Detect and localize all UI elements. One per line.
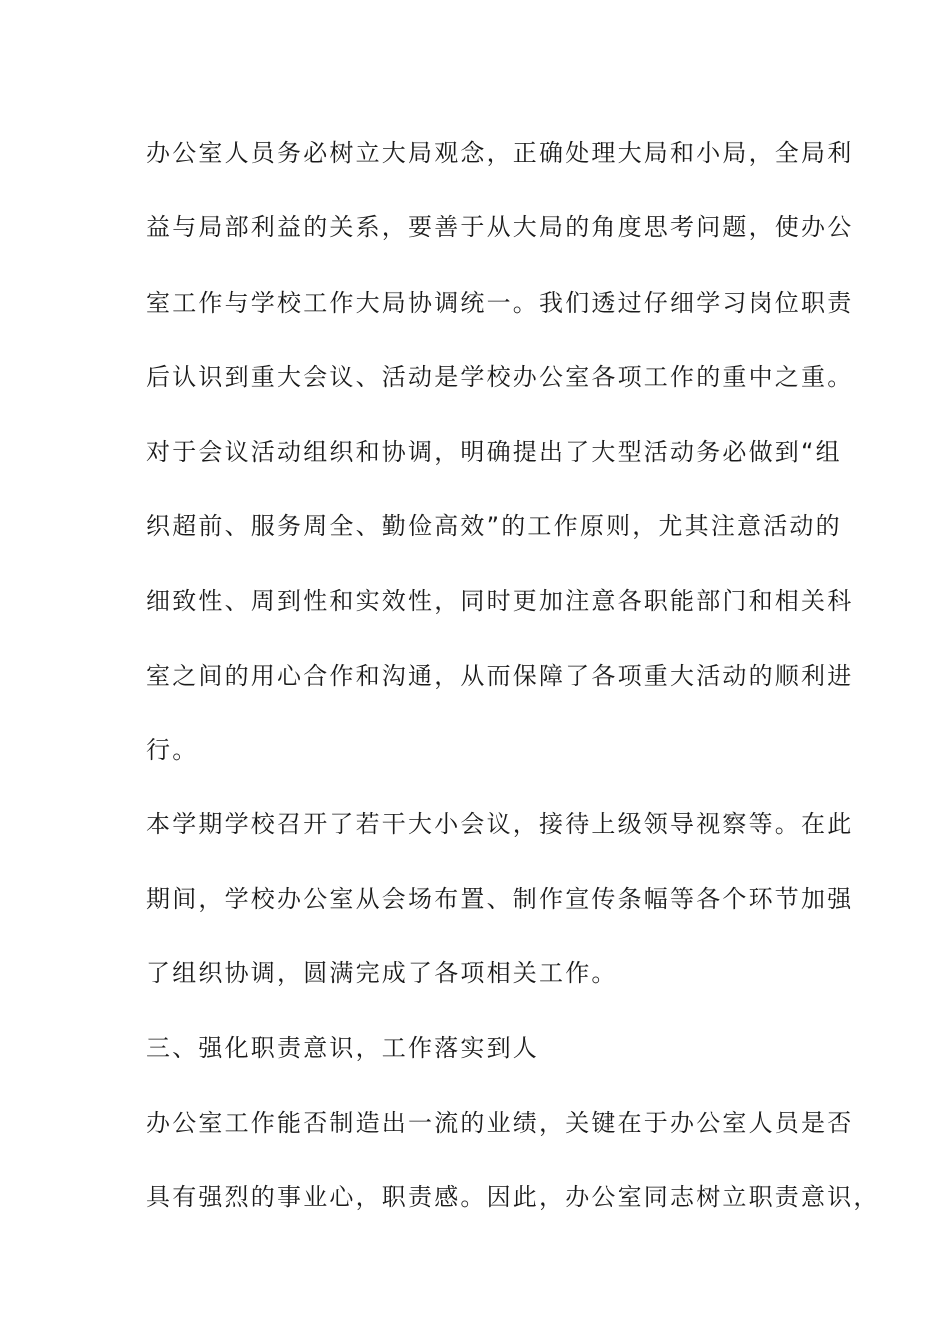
paragraph-line: 室工作与学校工作大局协调统一。我们透过仔细学习岗位职责: [146, 289, 854, 317]
paragraph-line: 办公室工作能否制造出一流的业绩，关键在于办公室人员是否: [146, 1109, 854, 1137]
paragraph-line: 具有强烈的事业心，职责感。因此，办公室同志树立职责意识，: [146, 1183, 880, 1211]
paragraph-line: 织超前、服务周全、勤俭高效”的工作原则，尤其注意活动的: [146, 512, 842, 540]
paragraph-line: 后认识到重大会议、活动是学校办公室各项工作的重中之重。: [146, 363, 854, 391]
paragraph-line: 了组织协调，圆满完成了各项相关工作。: [146, 959, 618, 987]
paragraph-line: 办公室人员务必树立大局观念，正确处理大局和小局，全局利: [146, 139, 854, 167]
paragraph-line: 室之间的用心合作和沟通，从而保障了各项重大活动的顺利进: [146, 662, 854, 690]
paragraph-line: 行。: [146, 736, 199, 764]
paragraph-line: 细致性、周到性和实效性，同时更加注意各职能部门和相关科: [146, 587, 854, 615]
paragraph-line: 本学期学校召开了若干大小会议，接待上级领导视察等。在此: [146, 810, 854, 838]
paragraph-line: 对于会议活动组织和协调，明确提出了大型活动务必做到“组: [146, 438, 842, 466]
paragraph-line: 益与局部利益的关系，要善于从大局的角度思考问题，使办公: [146, 213, 854, 241]
paragraph-line: 期间，学校办公室从会场布置、制作宣传条幅等各个环节加强: [146, 885, 854, 913]
section-heading: 三、强化职责意识，工作落实到人: [146, 1034, 539, 1062]
